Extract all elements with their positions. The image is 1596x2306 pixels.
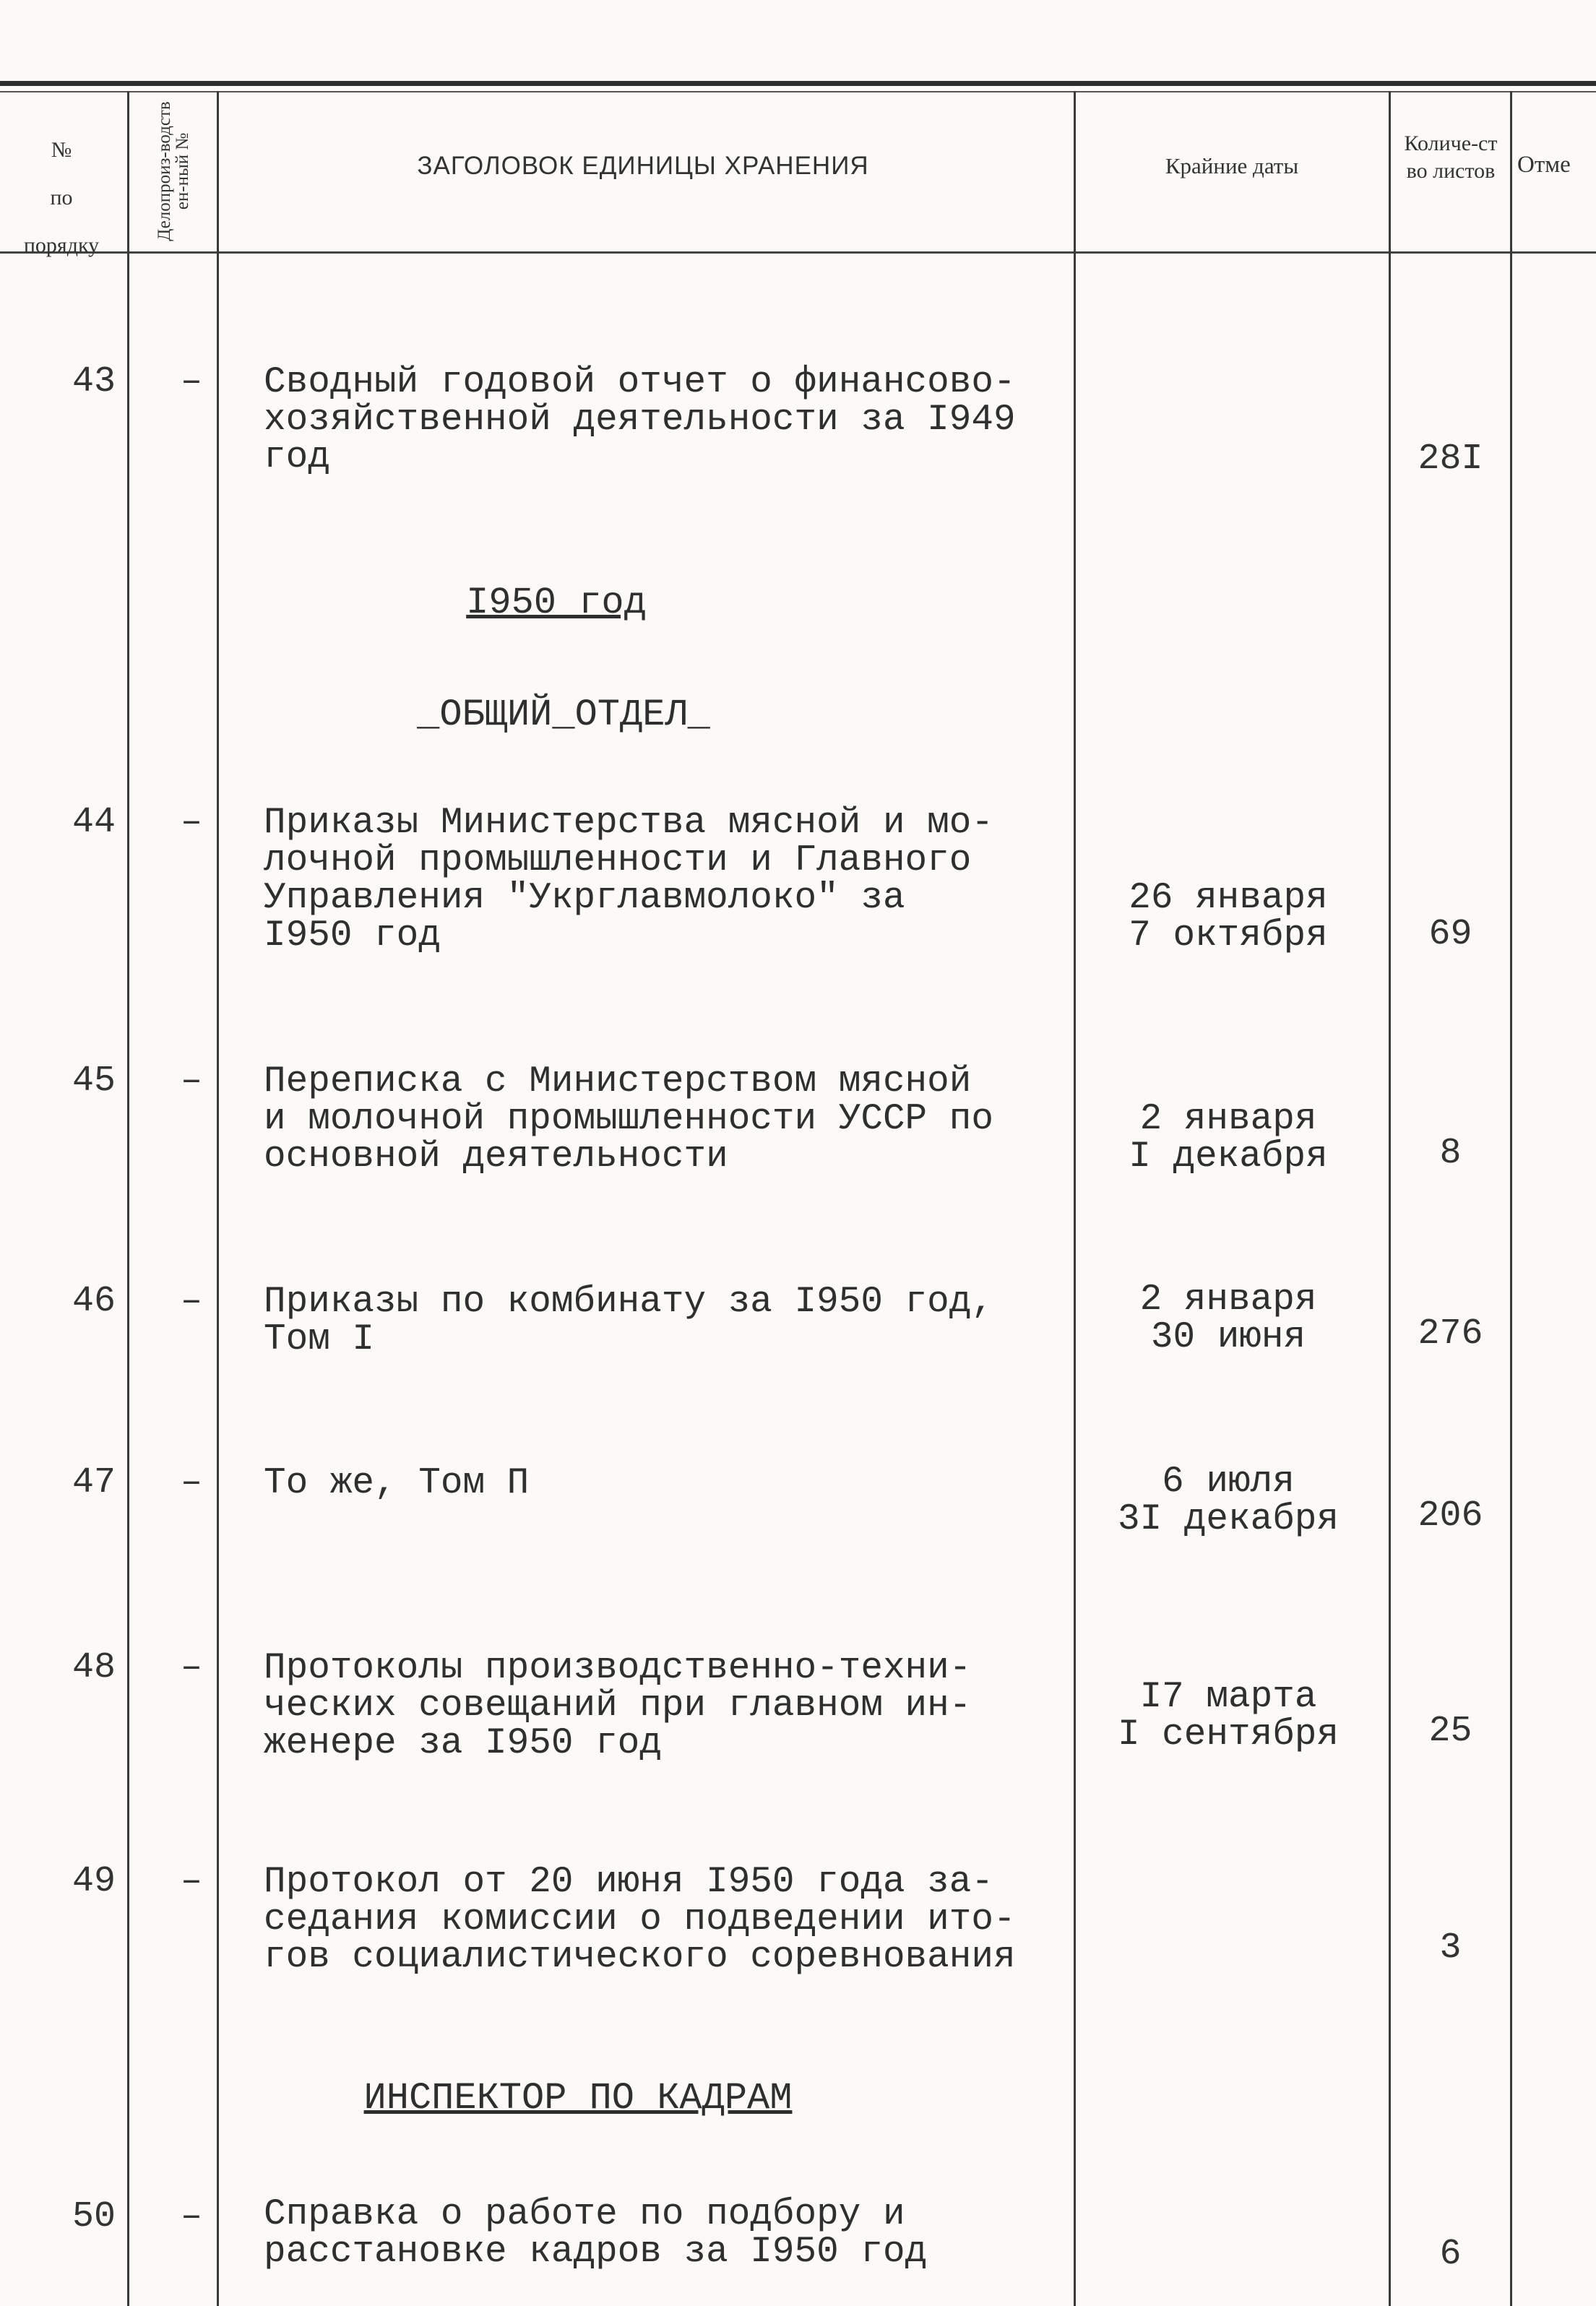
sheet-count: 69 (1428, 914, 1472, 955)
sheet-count: 28I (1418, 439, 1483, 480)
unit-title: Справка о работе по подбору и расстановке кадров за I950 год (264, 2194, 928, 2273)
office-number: – (180, 2196, 202, 2237)
sheet-count: 206 (1418, 1495, 1483, 1537)
office-number: – (180, 1462, 202, 1503)
office-number: – (180, 1281, 202, 1322)
column-divider-1 (127, 91, 129, 2306)
row-number: 43 (72, 361, 116, 402)
sheet-count: 25 (1428, 1711, 1472, 1752)
row-number: 50 (72, 2196, 116, 2237)
row-number: 46 (72, 1281, 116, 1322)
unit-title: Протокол от 20 июня I950 года за- седания комиссии о подведении ито- гов социалистического соревнования (264, 1862, 1016, 1978)
column-divider-4 (1389, 91, 1391, 2306)
header-col-dates: Крайние даты (1165, 153, 1299, 178)
header-bottom-border (0, 251, 1596, 254)
column-divider-2 (217, 91, 219, 2306)
header-col-office-number: Делопроиз-водствен-ный № (155, 101, 192, 241)
office-number: – (180, 802, 202, 843)
sheet-count: 6 (1439, 2234, 1462, 2275)
header-col-title: ЗАГОЛОВОК ЕДИНИЦЫ ХРАНЕНИЯ (417, 152, 869, 180)
date-range: 2 января I декабря (1129, 1099, 1328, 1178)
section-hr-inspector: ИНСПЕКТОР ПО КАДРАМ (363, 2077, 793, 2120)
unit-title: Сводный годовой отчет о финансово- хозяйственной деятельности за I949 год (264, 362, 1016, 478)
sheet-count: 8 (1439, 1133, 1462, 1174)
column-divider-5 (1510, 91, 1512, 2306)
unit-title: Приказы Министерства мясной и мо- лочной промышленности и Главного Управления "Укрглавмолоко" за I950 год (264, 803, 993, 956)
unit-title: Протоколы производственно-техни- ческих совещаний при главном ин- женере за I950 год (264, 1648, 972, 1764)
office-number: – (180, 1061, 202, 1102)
date-range: I7 марта I сентября (1117, 1677, 1340, 1756)
office-number: – (180, 361, 202, 402)
section-general-department: _ОБЩИЙ_ОТДЕЛ_ (417, 694, 710, 736)
row-number: 48 (72, 1647, 116, 1688)
sheet-count: 3 (1439, 1927, 1462, 1969)
office-number: – (180, 1647, 202, 1688)
sheet-count: 276 (1418, 1313, 1483, 1355)
office-number: – (180, 1861, 202, 1902)
row-number: 47 (72, 1462, 116, 1503)
header-col-sheets: Количе-ство листов (1404, 131, 1498, 183)
row-number: 44 (72, 802, 116, 843)
unit-title: Переписка с Министерством мясной и молочной промышленности УССР по основной деятельности (264, 1061, 993, 1178)
date-range: 6 июля 3I декабря (1117, 1461, 1340, 1540)
column-divider-3 (1074, 91, 1076, 2306)
top-border-thick (0, 81, 1596, 86)
unit-title: То же, Том П (264, 1463, 530, 1504)
header-col-notes: Отме (1517, 152, 1571, 178)
top-border-thin (0, 91, 1596, 92)
unit-title: Приказы по комбинату за I950 год, Том I (264, 1282, 993, 1360)
date-range: 2 января 30 июня (1139, 1279, 1317, 1358)
header-col-number: № по порядку (23, 138, 100, 257)
row-number: 45 (72, 1061, 116, 1102)
section-year-heading: I950 год (466, 582, 647, 624)
row-number: 49 (72, 1861, 116, 1902)
date-range: 26 января 7 октября (1129, 878, 1328, 956)
